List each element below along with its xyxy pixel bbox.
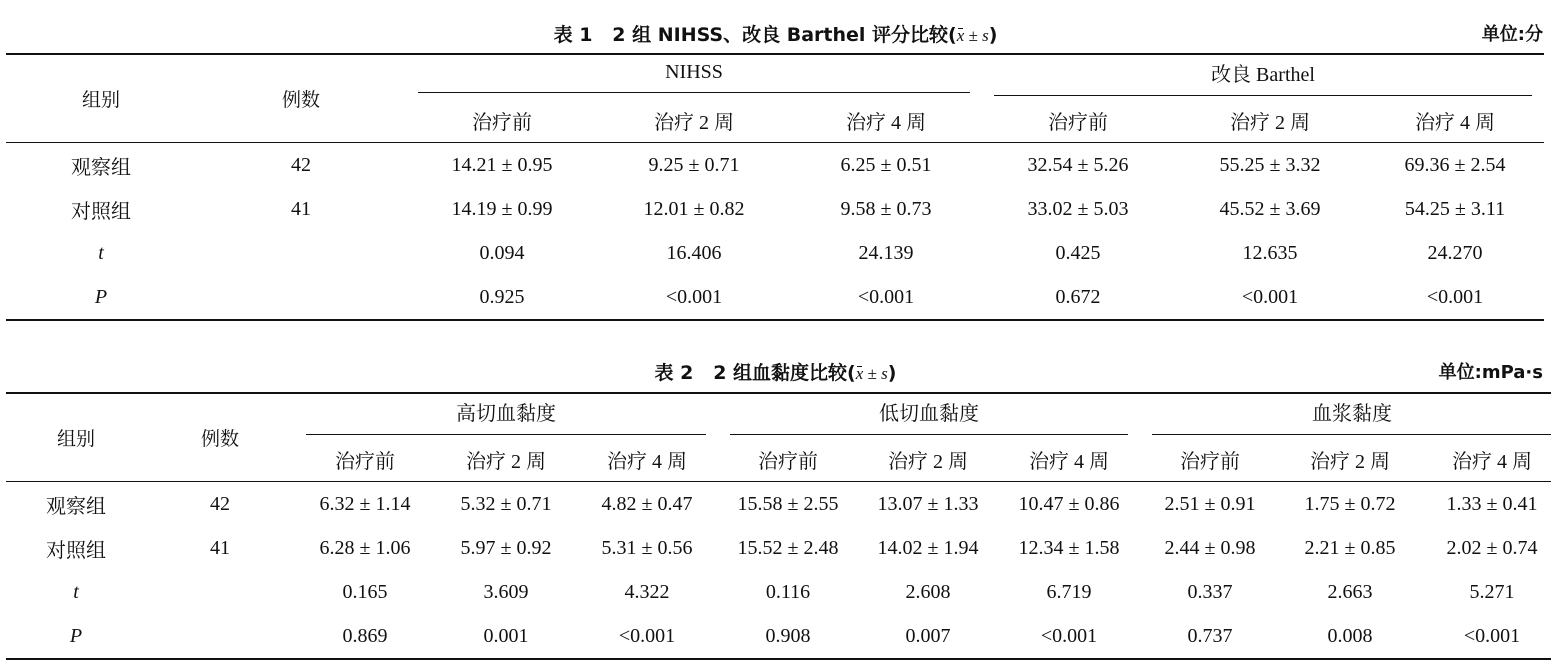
- row-count: [146, 570, 294, 614]
- table-cell: 14.02 ± 1.94: [877, 536, 979, 559]
- table1-unit: 单位:分: [1481, 24, 1543, 45]
- table-cell: 1.75 ± 0.72: [1304, 492, 1396, 515]
- table2-row-control: [6, 526, 1551, 570]
- table2-subheader: 治疗 2 周: [858, 437, 998, 482]
- row-count: [146, 614, 294, 659]
- table-cell: 9.58 ± 0.73: [840, 197, 932, 220]
- table-cell: 2.663: [1327, 580, 1373, 603]
- table2-subheader: 治疗 4 周: [576, 437, 718, 482]
- table2-title-mean: x: [855, 364, 864, 383]
- row-label: t: [73, 580, 79, 603]
- table-cell: 5.271: [1469, 580, 1515, 603]
- table1-row-t: [6, 231, 1544, 275]
- table2-title-sd: ± s: [863, 364, 888, 383]
- table-cell: 0.869: [342, 624, 388, 647]
- table-cell: 0.007: [905, 624, 951, 647]
- table-cell: 2.608: [905, 580, 951, 603]
- table1-header-count: 例数: [196, 54, 406, 143]
- table1-title: [0, 20, 1551, 47]
- table2-row-t: [6, 570, 1551, 614]
- table-cell: 0.337: [1187, 580, 1233, 603]
- table2-subheader: 治疗前: [718, 437, 858, 482]
- row-count: 41: [210, 536, 230, 559]
- table1-row-p: [6, 275, 1544, 320]
- table2-header-row: [6, 393, 1551, 437]
- table-cell: 0.908: [765, 624, 811, 647]
- table-cell: 6.719: [1046, 580, 1092, 603]
- table-cell: <0.001: [1426, 285, 1484, 308]
- table-cell: 2.44 ± 0.98: [1164, 536, 1256, 559]
- table-cell: <0.001: [857, 285, 915, 308]
- table-cell: 4.82 ± 0.47: [601, 492, 693, 515]
- table2-title-text: 表 2 2 组血黏度比较(: [654, 362, 856, 384]
- row-count: 42: [291, 153, 311, 176]
- row-count: 41: [291, 197, 311, 220]
- table2-subheader: 治疗前: [294, 437, 436, 482]
- table1-header-barthel: [982, 54, 1544, 98]
- table-cell: 0.672: [1055, 285, 1101, 308]
- row-count: 42: [210, 492, 230, 515]
- row-label: P: [69, 624, 83, 647]
- table1-subheader: 治疗 2 周: [1174, 98, 1366, 143]
- table2-subheader: 治疗前: [1140, 437, 1280, 482]
- table-cell: 32.54 ± 5.26: [1027, 153, 1129, 176]
- table1-title-text: 表 1 2 组 NIHSS、改良 Barthel 评分比较(: [553, 24, 957, 46]
- table-cell: 10.47 ± 0.86: [1018, 492, 1120, 515]
- table-cell: 0.737: [1187, 624, 1233, 647]
- table-cell: 3.609: [483, 580, 529, 603]
- table1-subheader: 治疗 4 周: [790, 98, 982, 143]
- table-cell: 6.32 ± 1.14: [319, 492, 411, 515]
- table2-header-group: 组别: [6, 393, 146, 482]
- table2-row-p: [6, 614, 1551, 659]
- table-cell: 0.925: [479, 285, 525, 308]
- table1-header-group: 组别: [6, 54, 196, 143]
- table-cell: 6.28 ± 1.06: [319, 536, 411, 559]
- table2-header-count: 例数: [146, 393, 294, 482]
- row-label: P: [94, 285, 108, 308]
- table2-header-plasma-label: 血浆黏度: [1152, 397, 1551, 435]
- table2-subheader: 治疗 4 周: [998, 437, 1140, 482]
- table-cell: 5.32 ± 0.71: [460, 492, 552, 515]
- table2-header-plasma: [1140, 393, 1551, 437]
- table-cell: <0.001: [618, 624, 676, 647]
- table2-caption: [0, 358, 1551, 384]
- table2-title: [0, 358, 1551, 385]
- table-cell: <0.001: [1241, 285, 1299, 308]
- table2-header-low-shear: [718, 393, 1140, 437]
- table-cell: 33.02 ± 5.03: [1027, 197, 1129, 220]
- table-cell: 5.97 ± 0.92: [460, 536, 552, 559]
- table1-subheader: 治疗 2 周: [598, 98, 790, 143]
- row-label: 观察组: [46, 495, 106, 518]
- table1-title-mean: x: [956, 26, 965, 45]
- table-cell: <0.001: [1463, 624, 1521, 647]
- table-cell: 0.008: [1327, 624, 1373, 647]
- table-cell: 24.270: [1427, 241, 1483, 264]
- table-cell: 12.01 ± 0.82: [643, 197, 745, 220]
- row-count: [196, 275, 406, 320]
- table-cell: 0.425: [1055, 241, 1101, 264]
- table2-row-observation: [6, 482, 1551, 527]
- table-cell: 55.25 ± 3.32: [1219, 153, 1321, 176]
- table-cell: 2.21 ± 0.85: [1304, 536, 1396, 559]
- table2-subheader: 治疗 2 周: [436, 437, 576, 482]
- table1-subheader: 治疗前: [982, 98, 1174, 143]
- table-cell: 54.25 ± 3.11: [1404, 197, 1506, 220]
- table-cell: 12.34 ± 1.58: [1018, 536, 1120, 559]
- table2-header-high-shear: [294, 393, 718, 437]
- table-cell: <0.001: [1040, 624, 1098, 647]
- table2: [6, 392, 1551, 660]
- table-cell: 0.094: [479, 241, 525, 264]
- table-cell: 14.21 ± 0.95: [451, 153, 553, 176]
- table-cell: 6.25 ± 0.51: [840, 153, 932, 176]
- row-count: [196, 231, 406, 275]
- row-label: 对照组: [46, 539, 106, 562]
- table-cell: 14.19 ± 0.99: [451, 197, 553, 220]
- table-cell: 13.07 ± 1.33: [877, 492, 979, 515]
- table2-title-stat: [856, 364, 888, 384]
- table-cell: 16.406: [666, 241, 722, 264]
- table1: [6, 53, 1544, 321]
- table-cell: 45.52 ± 3.69: [1219, 197, 1321, 220]
- table1-subheader: 治疗 4 周: [1366, 98, 1544, 143]
- row-label: 观察组: [71, 156, 131, 179]
- table-cell: 0.116: [765, 580, 811, 603]
- table-cell: 15.58 ± 2.55: [737, 492, 839, 515]
- table1-caption: [0, 20, 1551, 46]
- table2-header-low-shear-label: 低切血黏度: [730, 397, 1128, 435]
- table1-title-stat: [957, 26, 989, 46]
- table-cell: 69.36 ± 2.54: [1404, 153, 1506, 176]
- table-cell: 12.635: [1242, 241, 1298, 264]
- table2-header-high-shear-label: 高切血黏度: [306, 397, 706, 435]
- table-cell: 1.33 ± 0.41: [1446, 492, 1538, 515]
- table1-header-nihss: [406, 54, 982, 98]
- table-cell: 2.02 ± 0.74: [1446, 536, 1538, 559]
- table-cell: 2.51 ± 0.91: [1164, 492, 1256, 515]
- table1-header-nihss-label: NIHSS: [418, 61, 970, 93]
- table-cell: 5.31 ± 0.56: [601, 536, 693, 559]
- table2-subheader: 治疗 2 周: [1280, 437, 1420, 482]
- table-cell: 9.25 ± 0.71: [648, 153, 740, 176]
- row-label: t: [98, 241, 104, 264]
- table2-unit: 单位:mPa·s: [1438, 362, 1543, 383]
- table1-row-control: [6, 187, 1544, 231]
- table1-title-close: ): [988, 24, 998, 46]
- table-cell: 15.52 ± 2.48: [737, 536, 839, 559]
- row-label: 对照组: [71, 200, 131, 223]
- table-cell: 4.322: [624, 580, 670, 603]
- table2-title-close: ): [887, 362, 897, 384]
- table-cell: 0.001: [483, 624, 529, 647]
- table-cell: 24.139: [858, 241, 914, 264]
- table1-title-sd: ± s: [964, 26, 989, 45]
- table1-subheader: 治疗前: [406, 98, 598, 143]
- table-cell: <0.001: [665, 285, 723, 308]
- table-cell: 0.165: [342, 580, 388, 603]
- table1-header-barthel-label: 改良 Barthel: [994, 58, 1532, 96]
- table1-row-observation: [6, 143, 1544, 188]
- table1-header-row: [6, 54, 1544, 98]
- table2-subheader: 治疗 4 周: [1420, 437, 1551, 482]
